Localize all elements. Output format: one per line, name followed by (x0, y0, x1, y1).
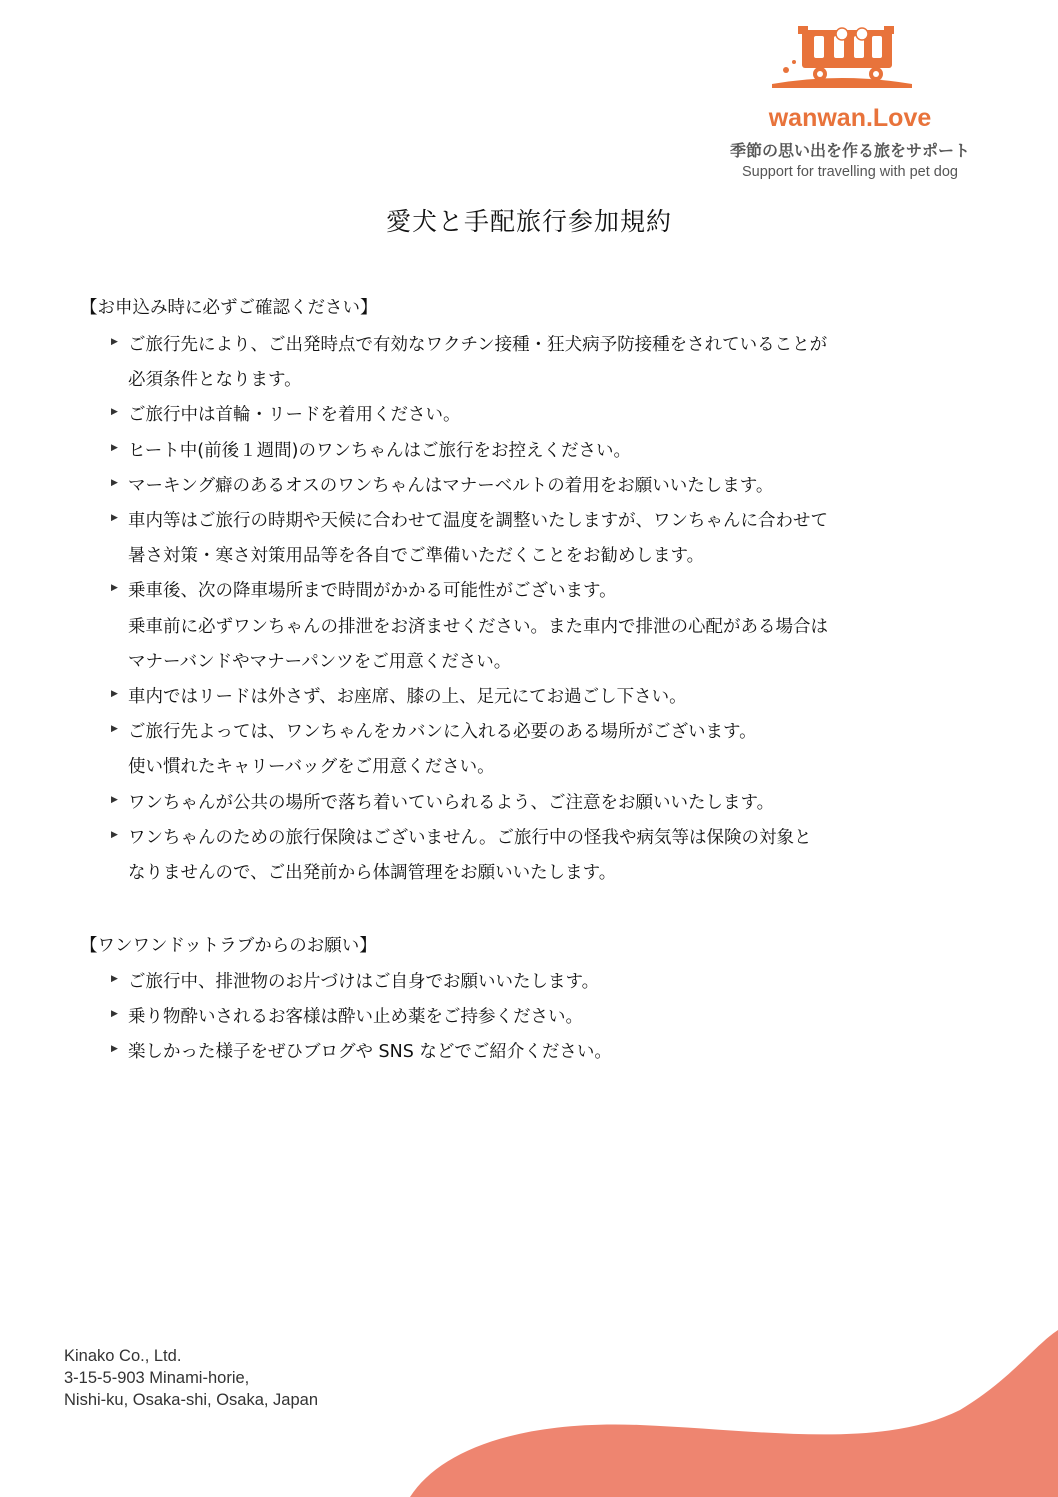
bullet-triangle-icon: ▶ (111, 829, 118, 840)
confirmation-list (108, 328, 928, 891)
company-logo (700, 22, 1000, 192)
list-item-text: ヒート中(前後１週間)のワンちゃんはご旅行をお控えください。 (128, 440, 631, 461)
list-item-text: マーキング癖のあるオスのワンちゃんはマナーベルトの着用をお願いいたします。 (128, 475, 774, 496)
list-item (108, 434, 928, 469)
list-item (108, 574, 928, 680)
tagline-english: Support for travelling with pet dog (741, 164, 958, 180)
bullet-triangle-icon: ▶ (111, 974, 118, 984)
list-item-text: 楽しかった様子をぜひブログや SNS などでご紹介ください。 (128, 1042, 612, 1063)
bullet-triangle-icon: ▶ (111, 442, 118, 453)
list-item (108, 469, 928, 504)
list-item-text: 使い慣れたキャリーバッグをご用意ください。 (128, 757, 495, 778)
section-heading-confirmation: 【お申込み時に必ずご確認ください】 (80, 298, 378, 318)
list-item-text: マナーバンドやマナーパンツをご用意ください。 (128, 651, 512, 672)
list-item-text: なりませんので、ご出発前から体調管理をお願いいたします。 (128, 863, 617, 884)
list-item-text: ご旅行先により、ご出発時点で有効なワクチン接種・狂犬病予防接種をされていることが (128, 335, 828, 355)
list-item (108, 1035, 928, 1070)
list-item-text: 暑さ対策・寒さ対策用品等を各自でご準備いただくことをお勧めします。 (128, 546, 705, 567)
list-item-text: ワンちゃんが公共の場所で落ち着いていられるよう、ご注意をお願いいたします。 (128, 792, 775, 813)
list-item (108, 328, 928, 398)
requests-list (108, 965, 928, 1071)
bullet-triangle-icon: ▶ (111, 794, 118, 805)
bullet-triangle-icon: ▶ (111, 407, 118, 418)
list-item-text: ワンちゃんのための旅行保険はございません。ご旅行中の怪我や病気等は保険の対象と (128, 827, 812, 848)
list-item-text: 車内等はご旅行の時期や天候に合わせて温度を調整いたしますが、ワンちゃんに合わせて (128, 511, 828, 532)
address-line-2: Nishi-ku, Osaka-shi, Osaka, Japan (64, 1391, 319, 1409)
decorative-wave-shape (0, 1300, 1058, 1497)
list-item-text: ご旅行中、排泄物のお片づけはご自身でお願いいたします。 (128, 972, 600, 992)
list-item (108, 821, 928, 891)
bullet-triangle-icon: ▶ (111, 583, 118, 594)
list-item-text: 乗り物酔いされるお客様は酔い止め薬をご持参ください。 (128, 1007, 583, 1028)
dog-bus-logo-icon (772, 22, 912, 90)
list-item (108, 680, 928, 715)
bullet-triangle-icon: ▶ (111, 1044, 118, 1055)
document-title: 愛犬と手配旅行参加規約 (385, 207, 672, 236)
list-item-text: 車内ではリードは外さず、お座席、膝の上、足元にてお過ごし下さい。 (128, 687, 687, 708)
list-item (108, 504, 928, 574)
list-item (108, 715, 928, 785)
section-heading-requests: 【ワンワンドットラブからのお願い】 (80, 936, 377, 956)
list-item (108, 965, 928, 1000)
tagline-japanese: 季節の思い出を作る旅をサポート (729, 141, 970, 160)
list-item-text: ご旅行中は首輪・リードを着用ください。 (128, 405, 461, 426)
brand-name: wanwan.Love (768, 104, 932, 132)
list-item (108, 398, 928, 433)
bullet-triangle-icon: ▶ (111, 477, 118, 488)
list-item-text: 乗車前に必ずワンちゃんの排泄をお済ませください。また車内で排泄の心配がある場合は (128, 616, 828, 637)
list-item (108, 1000, 928, 1035)
list-item-text: 乗車後、次の降車場所まで時間がかかる可能性がございます。 (128, 581, 617, 602)
bullet-triangle-icon: ▶ (111, 1009, 118, 1020)
bullet-triangle-icon: ▶ (111, 724, 118, 735)
list-item-text: 必須条件となります。 (128, 370, 302, 391)
company-name: Kinako Co., Ltd. (64, 1347, 182, 1365)
list-item-text: ご旅行先よっては、ワンちゃんをカバンに入れる必要のある場所がございます。 (128, 722, 757, 743)
list-item (108, 786, 928, 821)
bullet-triangle-icon: ▶ (111, 513, 118, 524)
address-line-1: 3-15-5-903 Minami-horie, (64, 1369, 250, 1387)
bullet-triangle-icon: ▶ (111, 337, 118, 347)
bullet-triangle-icon: ▶ (111, 689, 118, 700)
